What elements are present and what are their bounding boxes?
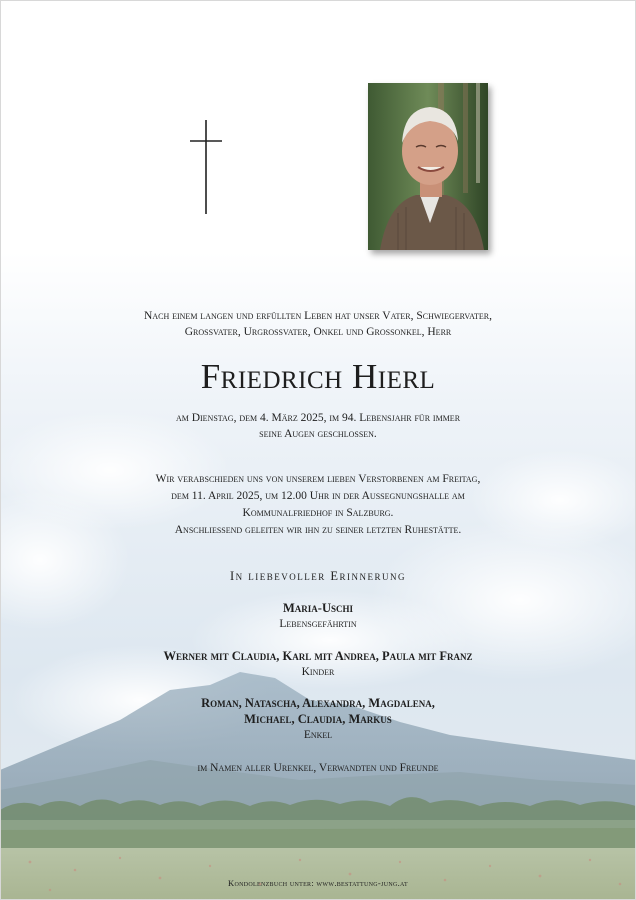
mourner-group-grandchildren <box>0 695 636 743</box>
intro-line: Nach einem langen und erfüllten Leben hat unser Vater, Schwiegervater, <box>144 310 492 322</box>
others-line: im Namen aller Urenkel, Verwandten und Freunde <box>197 762 439 774</box>
mourner-names: Michael, Claudia, Markus <box>244 712 392 726</box>
funeral-line: dem 11. April 2025, um 12.00 Uhr in der Aussegnungshalle am <box>171 490 465 502</box>
mourner-group-children <box>0 648 636 680</box>
death-text <box>0 410 636 442</box>
mourner-role: Enkel <box>303 729 333 741</box>
death-line: seine Augen geschlossen. <box>259 428 377 440</box>
mourner-group-partner <box>0 600 636 632</box>
portrait-photo <box>368 83 488 250</box>
condolence-footer: Kondolenzbuch unter: www.bestattung-jung.at <box>228 878 408 888</box>
deceased-name: Friedrich Hierl <box>200 357 436 396</box>
mourner-names: Werner mit Claudia, Karl mit Andrea, Paula mit Franz <box>163 649 473 663</box>
funeral-line: Anschliessend geleiten wir ihn zu seiner letzten Ruhestätte. <box>174 524 462 536</box>
mourner-role: Lebensgefährtin <box>279 618 357 630</box>
intro-line: Grossvater, Urgrossvater, Onkel und Grossonkel, Herr <box>184 326 452 338</box>
intro-text <box>0 308 636 340</box>
funeral-line: Kommunalfriedhof in Salzburg. <box>242 507 394 519</box>
funeral-line: Wir verabschieden uns von unserem lieben Verstorbenen am Freitag, <box>155 473 481 485</box>
memory-heading: In liebevoller Erinnerung <box>229 569 407 583</box>
funeral-text <box>0 471 636 539</box>
mourner-names: Maria-Uschi <box>283 601 353 615</box>
mourner-names: Roman, Natascha, Alexandra, Magdalena, <box>201 696 435 710</box>
cross-icon <box>186 120 226 214</box>
death-line: am Dienstag, dem 4. März 2025, im 94. Lebensjahr für immer <box>175 412 461 424</box>
mourner-role: Kinder <box>301 666 335 678</box>
